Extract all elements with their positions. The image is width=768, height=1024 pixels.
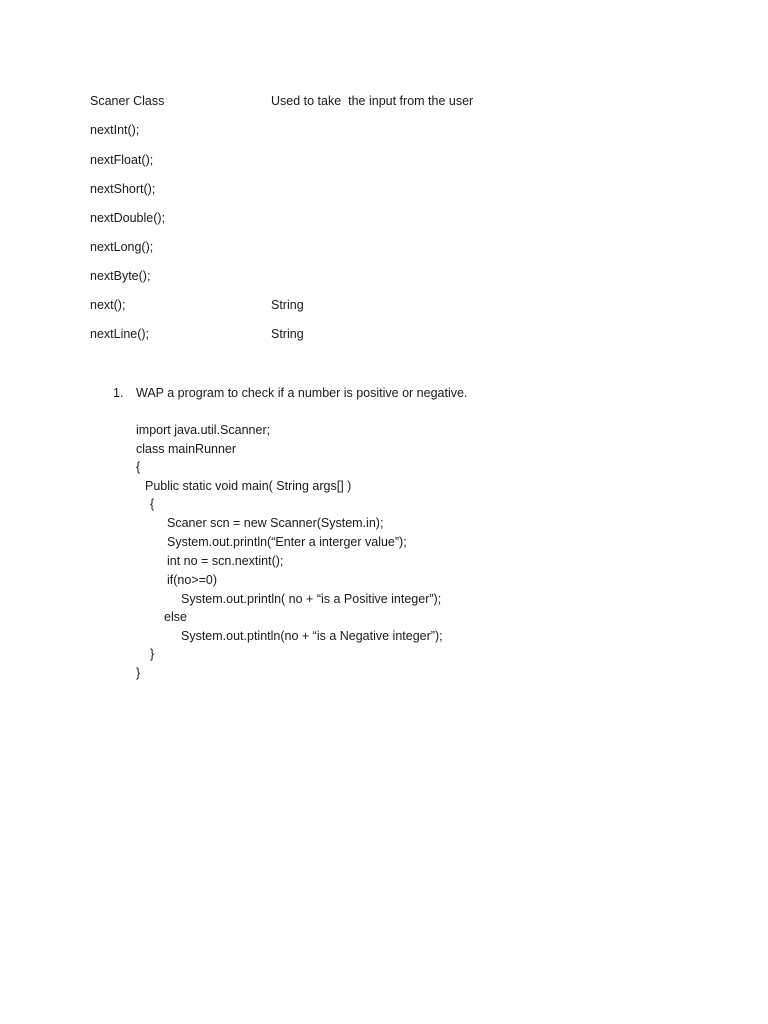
method-name: nextByte(); [90, 269, 151, 283]
code-line: System.out.println(“Enter a interger value”); [167, 535, 407, 549]
code-line: System.out.println( no + “is a Positive integer”); [181, 592, 442, 606]
method-name: nextDouble(); [90, 211, 166, 225]
code-line: int no = scn.nextint(); [167, 554, 284, 568]
code-line: } [136, 666, 141, 680]
method-name: nextLine(); [90, 327, 150, 341]
code-line: } [150, 647, 155, 661]
class-title: Scaner Class [90, 94, 165, 108]
method-return-type: String [271, 327, 304, 341]
code-line: if(no>=0) [167, 573, 218, 587]
code-line: import java.util.Scanner; [136, 423, 271, 437]
method-name: nextShort(); [90, 182, 156, 196]
method-name: next(); [90, 298, 126, 312]
code-line: System.out.ptintln(no + “is a Negative integer”); [181, 629, 443, 643]
code-line: Public static void main( String args[] ) [145, 479, 352, 493]
code-line: Scaner scn = new Scanner(System.in); [167, 516, 384, 530]
exercise-number: 1. [113, 386, 124, 400]
code-line: { [136, 460, 141, 474]
method-return-type: String [271, 298, 304, 312]
code-line: class mainRunner [136, 442, 237, 456]
exercise-question: WAP a program to check if a number is positive or negative. [136, 386, 468, 400]
method-name: nextLong(); [90, 240, 154, 254]
class-description: Used to take the input from the user [271, 94, 474, 108]
method-name: nextFloat(); [90, 153, 154, 167]
code-line: else [164, 610, 187, 624]
code-line: { [150, 497, 155, 511]
method-name: nextInt(); [90, 123, 140, 137]
